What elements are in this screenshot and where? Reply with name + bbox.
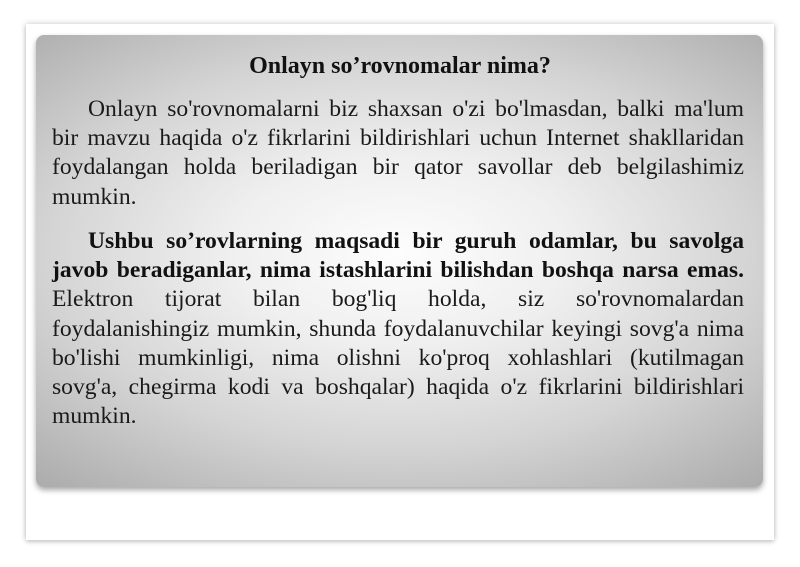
paragraph-purpose-bold: Ushbu so’rovlarning maqsadi bir guruh odamlar, bu savolga javob beradiganlar, nima istashlarini bilishdan boshqa narsa emas. [52, 228, 744, 284]
paragraph-definition: Onlayn so'rovnomalarni biz shaxsan o'zi bo'lmasdan, balki ma'lum bir mavzu haqida o'z fikrlarini bildirishlari uchun Internet shakllaridan foydalangan holda beriladigan bir qator savollar deb belgilashimiz mumkin. [52, 96, 744, 210]
paragraph-purpose-rest: Elektron tijorat bilan bog'liq holda, siz so'rovnomalardan foydalanishingiz mumkin, shunda foydalanuvchilar keyingi sovg'a nima bo'lishi mumkinligi, nima olishni ko'proq xohlashlari (kutilmagan sovg'a, chegirma kodi va boshqalar) haqida o'z fikrlarini bildirishlari mumkin. [52, 286, 744, 430]
slide-title: Onlayn so’rovnomalar nima? [249, 53, 551, 79]
paragraph-purpose [52, 227, 744, 431]
